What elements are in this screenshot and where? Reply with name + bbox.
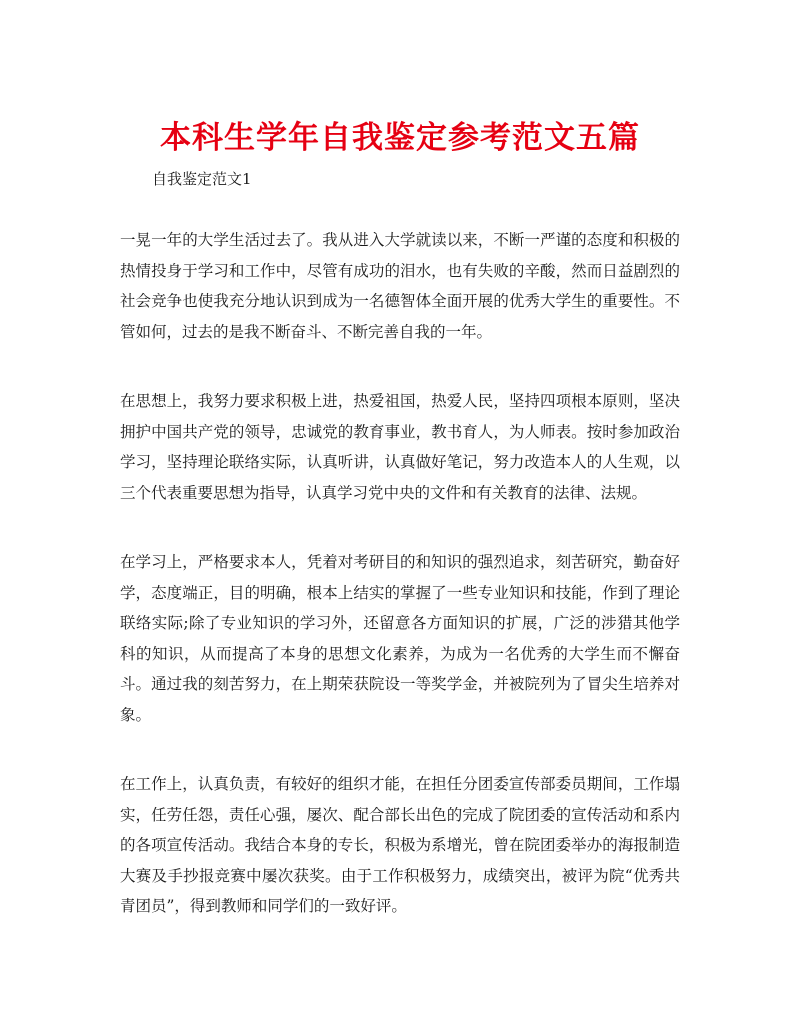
document-body [120, 225, 680, 961]
paragraph-intro: 一晃一年的大学生活过去了。我从进入大学就读以来，不断一严谨的态度和积极的热情投身于学习和工作中，尽管有成功的泪水，也有失败的辛酸，然而日益剧烈的社会竞争也使我充分地认识到成为一名德智体全面开展的优秀大学生的重要性。不管如何，过去的是我不断奋斗、不断完善自我的一年。 [120, 231, 680, 341]
document-title: 本科生学年自我鉴定参考范文五篇 [160, 120, 640, 156]
paragraph-work: 在工作上，认真负责，有较好的组织才能，在担任分团委宣传部委员期间，工作塌实，任劳任怨，责任心强，屡次、配合部长出色的完成了院团委的宣传活动和系内的各项宣传活动。我结合本身的专长，积极为系增光，曾在院团委举办的海报制造大赛及手抄报竞赛中屡次获奖。由于工作积极努力，成绩突出，被评为院“优秀共青团员”，得到教师和同学们的一致好评。 [120, 775, 680, 915]
section-subtitle: 自我鉴定范文1 [152, 170, 252, 188]
paragraph-study: 在学习上，严格要求本人，凭着对考研目的和知识的强烈追求，刻苦研究，勤奋好学，态度端正，目的明确，根本上结实的掌握了一些专业知识和技能，作到了理论联络实际;除了专业知识的学习外，还留意各方面知识的扩展，广泛的涉猎其他学科的知识，从而提高了本身的思想文化素养，为成为一名优秀的大学生而不懈奋斗。通过我的刻苦努力，在上期荣获院设一等奖学金，并被院列为了冒尖生培养对象。 [120, 553, 680, 724]
paragraph-thought: 在思想上，我努力要求积极上进，热爱祖国，热爱人民，坚持四项根本原则，坚决拥护中国共产党的领导，忠诚党的教育事业，教书育人，为人师表。按时参加政治学习，坚持理论联络实际，认真听讲，认真做好笔记，努力改造本人的人生观，以三个代表重要思想为指导，认真学习党中央的文件和有关教育的法律、法规。 [120, 392, 680, 502]
